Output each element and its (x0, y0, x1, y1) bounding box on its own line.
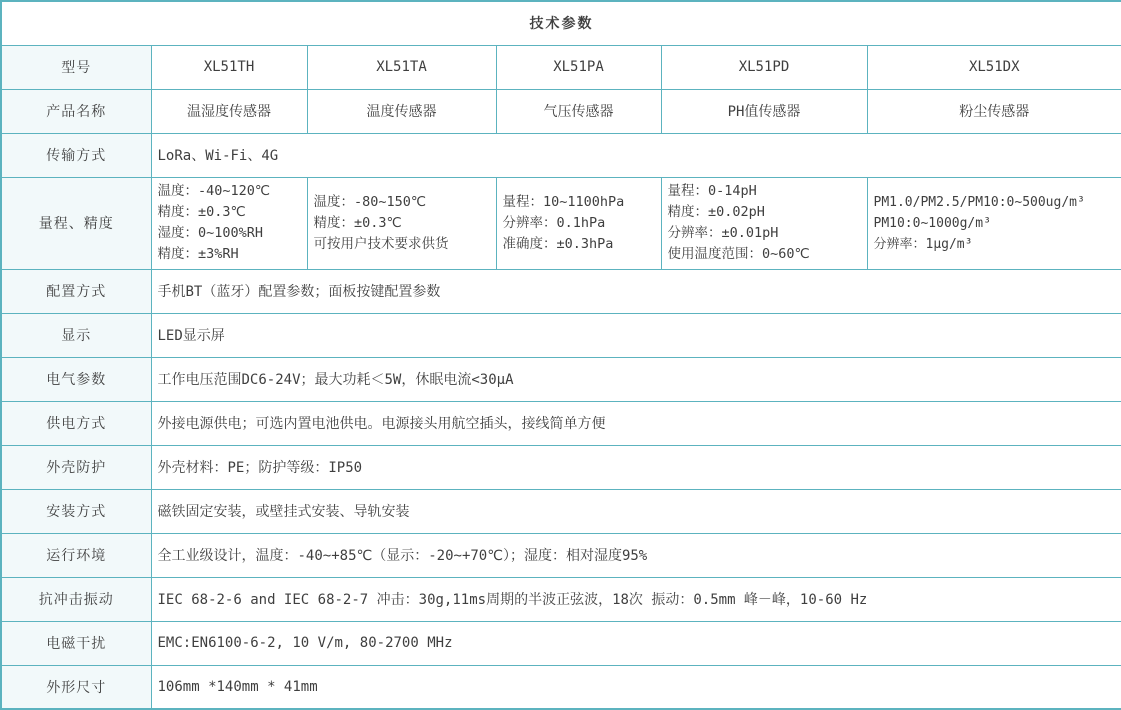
spec-value: 全工业级设计，温度：-40~+85℃（显示：-20~+70℃）；湿度：相对湿度95% (151, 533, 1121, 577)
range-line: 分辨率：1μg/m³ (873, 236, 973, 252)
spec-row-config (1, 269, 1121, 313)
transmission-value: LoRa、Wi-Fi、4G (151, 133, 1121, 177)
spec-row-electrical (1, 357, 1121, 401)
row-label: 配置方式 (1, 269, 151, 313)
page-title: 技术参数 (1, 1, 1121, 45)
range-line: 准确度：±0.3hPa (502, 235, 614, 252)
product-cell: PH值传感器 (661, 89, 867, 133)
row-label: 电磁干扰 (1, 621, 151, 665)
range-line: 精度：±0.02pH (667, 204, 765, 220)
spec-value: 磁铁固定安装，或壁挂式安装、导轨安装 (151, 489, 1121, 533)
range-line: 可按用户技术要求供货 (313, 235, 449, 252)
spec-row-dimensions (1, 665, 1121, 709)
spec-row-display (1, 313, 1121, 357)
range-line: 温度：-40~120℃ (157, 183, 271, 199)
spec-row-mounting (1, 489, 1121, 533)
row-label: 运行环境 (1, 533, 151, 577)
row-label: 外形尺寸 (1, 665, 151, 709)
model-cell: XL51TH (151, 45, 307, 89)
range-cell-xl51dx (867, 177, 1121, 269)
row-label-transmission: 传输方式 (1, 133, 151, 177)
model-row (1, 45, 1121, 89)
row-label: 供电方式 (1, 401, 151, 445)
spec-value: LED显示屏 (151, 313, 1121, 357)
range-line: PM1.0/PM2.5/PM10:0~500ug/m³ (873, 194, 1085, 210)
row-label-product: 产品名称 (1, 89, 151, 133)
spec-row-enclosure (1, 445, 1121, 489)
range-cell-xl51pd (661, 177, 867, 269)
row-label-range: 量程、精度 (1, 177, 151, 269)
range-line: 精度：±0.3℃ (157, 204, 246, 220)
row-label: 外壳防护 (1, 445, 151, 489)
range-cell-xl51ta (307, 177, 496, 269)
spec-row-shock-vibration (1, 577, 1121, 621)
transmission-row (1, 133, 1121, 177)
spec-row-environment (1, 533, 1121, 577)
range-line: 量程：10~1100hPa (502, 193, 625, 210)
spec-value: 工作电压范围DC6-24V；最大功耗＜5W，休眠电流<30μA (151, 357, 1121, 401)
range-line: 湿度：0~100%RH (157, 225, 264, 241)
row-label-model: 型号 (1, 45, 151, 89)
spec-value: IEC 68-2-6 and IEC 68-2-7 冲击：30g,11ms周期的半波正弦波，18次 振动：0.5mm 峰－峰，10-60 Hz (151, 577, 1121, 621)
product-row (1, 89, 1121, 133)
model-cell: XL51PA (496, 45, 661, 89)
spec-value: 外壳材料：PE；防护等级：IP50 (151, 445, 1121, 489)
range-line: 量程：0-14pH (667, 183, 757, 199)
range-line: 分辨率：±0.01pH (667, 225, 779, 241)
spec-value: 手机BT（蓝牙）配置参数；面板按键配置参数 (151, 269, 1121, 313)
range-line: 使用温度范围：0~60℃ (667, 246, 810, 262)
range-line: 温度：-80~150℃ (313, 193, 427, 210)
product-cell: 气压传感器 (496, 89, 661, 133)
range-line: 分辨率：0.1hPa (502, 214, 606, 231)
spec-value: 106mm *140mm * 41mm (151, 665, 1121, 709)
spec-value: 外接电源供电；可选内置电池供电。电源接头用航空插头，接线简单方便 (151, 401, 1121, 445)
product-cell: 温湿度传感器 (151, 89, 307, 133)
range-line: 精度：±0.3℃ (313, 214, 402, 231)
range-precision-row (1, 177, 1121, 269)
range-line: PM10:0~1000g/m³ (873, 215, 991, 231)
product-cell: 粉尘传感器 (867, 89, 1121, 133)
model-cell: XL51TA (307, 45, 496, 89)
range-line: 精度：±3%RH (157, 246, 239, 262)
row-label: 电气参数 (1, 357, 151, 401)
row-label: 安装方式 (1, 489, 151, 533)
model-cell: XL51PD (661, 45, 867, 89)
spec-row-power (1, 401, 1121, 445)
range-cell-xl51th (151, 177, 307, 269)
product-cell: 温度传感器 (307, 89, 496, 133)
row-label: 显示 (1, 313, 151, 357)
range-cell-xl51pa (496, 177, 661, 269)
title-row (1, 1, 1121, 45)
spec-value: EMC:EN6100-6-2, 10 V/m, 80-2700 MHz (151, 621, 1121, 665)
row-label: 抗冲击振动 (1, 577, 151, 621)
spec-row-emc (1, 621, 1121, 665)
model-cell: XL51DX (867, 45, 1121, 89)
